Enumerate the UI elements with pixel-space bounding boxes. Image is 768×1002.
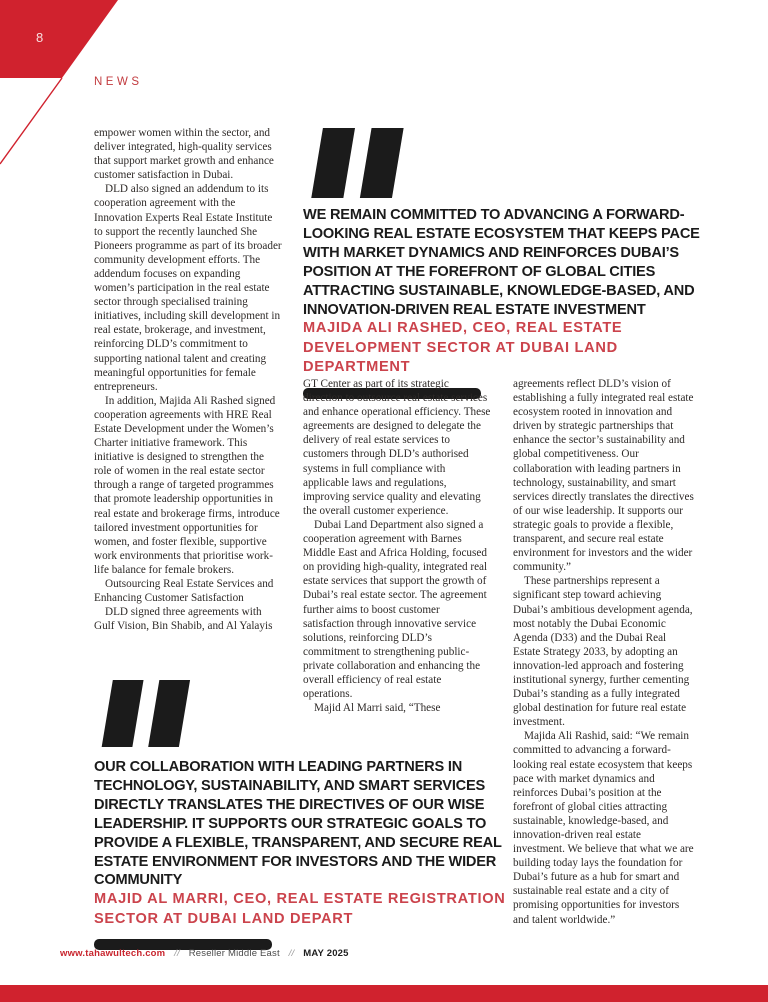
- article-paragraph: Outsourcing Real Estate Services and Enhancing Customer Satisfaction: [94, 578, 274, 605]
- article-paragraph: Dubai Land Department also signed a cooperation agreement with Barnes Middle East and Africa Holding, focused on providing high-quality, integrated real estate services that support the growth of Dubai’s real estate sector. The agreement further aims to boost customer satisfaction through innovative service solutions, reinforcing DLD’s commitment to strengthening public-private collaboration and enhancing the overall efficiency of real estate operations.: [303, 518, 488, 701]
- pull-quote-2-attribution: MAJID AL MARRI, CEO, REAL ESTATE REGISTRATION SECTOR AT DUBAI LAND DEPART: [94, 891, 506, 927]
- article-column-3: [513, 377, 695, 927]
- pull-quote-2-text: OUR COLLABORATION WITH LEADING PARTNERS IN TECHNOLOGY, SUSTAINABILITY, AND SMART SERVICES DIRECTLY TRANSLATES THE DIRECTIVES OF OUR WISE LEADERSHIP. IT SUPPORTS OUR STRATEGIC GOALS TO PROVIDE A FLEXIBLE, TRANSPARENT, AND SECURE REAL ESTATE ENVIRONMENT FOR INVESTORS AND THE WIDER COMMUNITY: [94, 759, 502, 889]
- pull-quote-1-text: WE REMAIN COMMITTED TO ADVANCING A FORWARD-LOOKING REAL ESTATE ECOSYSTEM THAT KEEPS PACE WITH MARKET DYNAMICS AND REINFORCES DUBAI’S POSITION AT THE FOREFRONT OF GLOBAL CITIES ATTRACTING SUSTAINABLE, KNOWLEDGE-BASED, AND INNOVATION-DRIVEN REAL ESTATE INVESTMENT: [303, 207, 700, 318]
- footer-website: www.tahawultech.com: [60, 948, 166, 959]
- article-paragraph: empower women within the sector, and deliver integrated, high-quality services that support market growth and enhance customer satisfaction in Dubai.: [94, 127, 274, 182]
- pull-quote-2: [94, 680, 506, 950]
- article-column-1: [94, 126, 282, 633]
- article-paragraph: Majida Ali Rashid, said: “We remain committed to advancing a forward-looking real estate ecosystem that keeps pace with market dynamics and reinforces Dubai’s position at the forefront of global cities attracting sustainable, knowledge-based, and innovation-driven real estate investment. We believe that what we are building today lays the foundation for Dubai’s future as a hub for smart and sustainable real estate and a city of promising opportunities for investors and talent worldwide.”: [513, 730, 694, 926]
- article-paragraph: Majid Al Marri said, “These: [314, 702, 441, 715]
- page-number: 8: [36, 30, 44, 45]
- quote-marks-icon: [303, 128, 408, 198]
- pull-quote-1: [303, 128, 715, 399]
- bottom-accent-bar: [0, 985, 768, 1002]
- article-column-2: [303, 377, 491, 715]
- quote-marks-icon: [94, 680, 194, 747]
- footer-issue-date: MAY 2025: [303, 948, 349, 959]
- article-paragraph: In addition, Majida Ali Rashed signed cooperation agreements with HRE Real Estate Development under the Women’s Charter initiative framework. This initiative is designed to strengthen the role of women in the real estate sector through a range of targeted programmes that promote leadership opportunities in real estate and brokerage firms, introduce tailored investment opportunities for women, and foster flexible, supportive work environments that prioritise work-life balance for female brokers.: [94, 394, 280, 576]
- article-paragraph: agreements reflect DLD’s vision of establishing a fully integrated real estate ecosystem rooted in innovation and driven by strategic partnerships that enhance the sector’s sustainability and global competitiveness. Our collaboration with leading partners in technology, sustainability, and smart services directly translates the directives of our wise leadership. It supports our strategic goals to provide a flexible, transparent, and secure real estate environment for investors and the wider community.”: [513, 378, 694, 574]
- article-paragraph: DLD signed three agreements with Gulf Vision, Bin Shabib, and Al Yalayis: [94, 606, 273, 633]
- pull-quote-1-attribution: MAJIDA ALI RASHED, CEO, REAL ESTATE DEVELOPMENT SECTOR AT DUBAI LAND DEPARTMENT: [303, 320, 623, 376]
- article-paragraph: DLD also signed an addendum to its cooperation agreement with the Innovation Experts Real Estate Institute to support the recently launched She Pioneers programme as part of its broader community development efforts. The addendum focuses on expanding women’s participation in the real estate sector through specialised training initiatives, including skill development in real estate, brokerage, and investment, reinforcing DLD’s commitment to supporting national talent and creating meaningful opportunities for female entrepreneurs.: [94, 183, 282, 393]
- footer-publication: Reseller Middle East: [188, 948, 280, 959]
- footer-separator: //: [174, 948, 180, 959]
- page-footer: [60, 948, 349, 959]
- section-label: NEWS: [94, 76, 143, 88]
- footer-separator: //: [288, 948, 295, 959]
- article-paragraph: These partnerships represent a significant step toward achieving Dubai’s ambitious development agenda, most notably the Dubai Economic Agenda (D33) and the Dubai Real Estate Strategy 2033, by adopting an innovation-led approach and fostering institutional synergy, further cementing Dubai’s standing as a fully integrated global destination for future real estate investment.: [513, 575, 693, 729]
- article-paragraph: GT Center as part of its strategic direction to outsource real estate services and enhance operational efficiency. These agreements are designed to delegate the delivery of real estate services to customers through DLD’s authorised systems in full compliance with applicable laws and regulations, improving service quality and elevating the overall customer experience.: [303, 378, 491, 517]
